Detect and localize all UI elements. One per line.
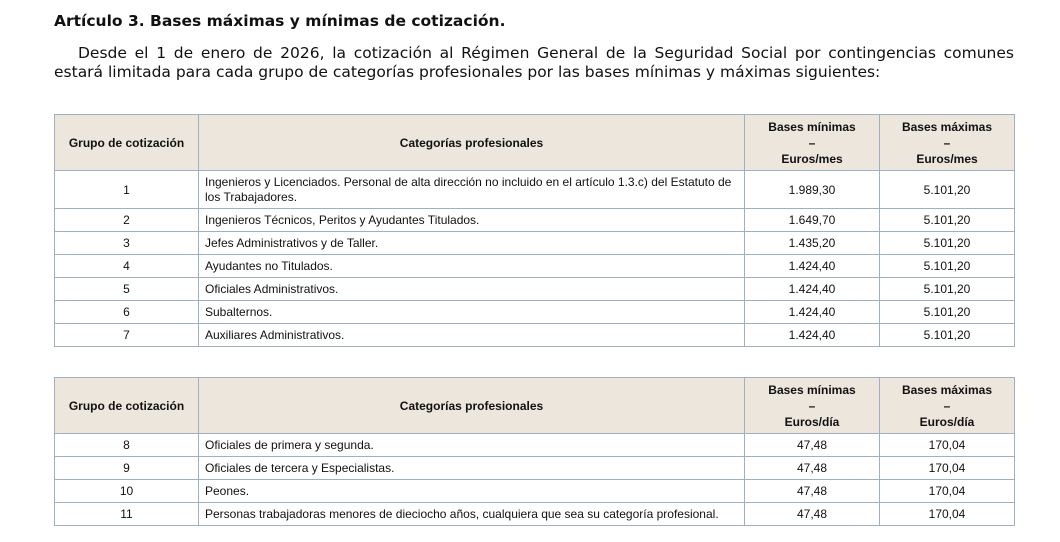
- group-cell: 11: [55, 503, 199, 526]
- table-row: [55, 457, 1015, 480]
- min-base-cell: 1.649,70: [745, 209, 880, 232]
- category-cell: Subalternos.: [199, 301, 745, 324]
- group-cell: 6: [55, 301, 199, 324]
- header-min-base: [745, 115, 880, 171]
- header-max-base: [880, 115, 1015, 171]
- header-group: Grupo de cotización: [55, 378, 199, 434]
- table-row: [55, 324, 1015, 347]
- article-paragraph: Desde el 1 de enero de 2026, la cotización al Régimen General de la Seguridad Social por contingencias comunes estará limitada para cada grupo de categorías profesionales por las bases mínimas y máximas siguientes:: [54, 44, 1014, 81]
- max-base-cell: 5.101,20: [880, 301, 1015, 324]
- max-base-cell: 170,04: [880, 503, 1015, 526]
- table-row: [55, 503, 1015, 526]
- header-min-dash: –: [808, 398, 816, 413]
- group-cell: 7: [55, 324, 199, 347]
- header-min-title: Bases mínimas: [768, 382, 856, 397]
- min-base-cell: 1.424,40: [745, 255, 880, 278]
- header-max-title: Bases máximas: [901, 382, 993, 397]
- monthly-bases-table: [54, 114, 1015, 347]
- table-row: [55, 301, 1015, 324]
- max-base-cell: 5.101,20: [880, 278, 1015, 301]
- table-row: [55, 480, 1015, 503]
- table-row: [55, 278, 1015, 301]
- category-cell: Auxiliares Administrativos.: [199, 324, 745, 347]
- group-cell: 8: [55, 434, 199, 457]
- category-cell: Ingenieros y Licenciados. Personal de alta dirección no incluido en el artículo 1.3.c) del Estatuto de los Trabajadores.: [199, 171, 745, 209]
- max-base-cell: 5.101,20: [880, 324, 1015, 347]
- header-max-unit: Euros/mes: [916, 151, 978, 166]
- table-row: [55, 209, 1015, 232]
- category-cell: Peones.: [199, 480, 745, 503]
- min-base-cell: 1.435,20: [745, 232, 880, 255]
- header-min-unit: Euros/mes: [781, 151, 843, 166]
- max-base-cell: 5.101,20: [880, 232, 1015, 255]
- header-min-unit: Euros/día: [784, 414, 840, 429]
- min-base-cell: 47,48: [745, 457, 880, 480]
- article-title: Artículo 3. Bases máximas y mínimas de cotización.: [54, 12, 506, 30]
- header-categories: Categorías profesionales: [199, 115, 745, 171]
- header-max-dash: –: [943, 398, 951, 413]
- category-cell: Personas trabajadoras menores de dieciocho años, cualquiera que sea su categoría profesional.: [199, 503, 745, 526]
- group-cell: 3: [55, 232, 199, 255]
- max-base-cell: 170,04: [880, 480, 1015, 503]
- group-cell: 1: [55, 171, 199, 209]
- header-max-title: Bases máximas: [901, 119, 993, 134]
- max-base-cell: 5.101,20: [880, 209, 1015, 232]
- category-cell: Oficiales de primera y segunda.: [199, 434, 745, 457]
- min-base-cell: 1.424,40: [745, 301, 880, 324]
- table-row: [55, 232, 1015, 255]
- min-base-cell: 1.424,40: [745, 324, 880, 347]
- max-base-cell: 5.101,20: [880, 255, 1015, 278]
- category-cell: Ayudantes no Titulados.: [199, 255, 745, 278]
- min-base-cell: 1.424,40: [745, 278, 880, 301]
- header-categories: Categorías profesionales: [199, 378, 745, 434]
- min-base-cell: 47,48: [745, 434, 880, 457]
- category-cell: Jefes Administrativos y de Taller.: [199, 232, 745, 255]
- daily-bases-table: [54, 377, 1015, 526]
- max-base-cell: 170,04: [880, 434, 1015, 457]
- header-min-base: [745, 378, 880, 434]
- max-base-cell: 170,04: [880, 457, 1015, 480]
- table-header-row: [55, 115, 1015, 171]
- header-max-base: [880, 378, 1015, 434]
- min-base-cell: 47,48: [745, 503, 880, 526]
- header-min-title: Bases mínimas: [768, 119, 856, 134]
- header-min-dash: –: [808, 135, 816, 150]
- group-cell: 2: [55, 209, 199, 232]
- min-base-cell: 1.989,30: [745, 171, 880, 209]
- category-cell: Oficiales de tercera y Especialistas.: [199, 457, 745, 480]
- header-max-dash: –: [943, 135, 951, 150]
- header-group: Grupo de cotización: [55, 115, 199, 171]
- group-cell: 9: [55, 457, 199, 480]
- category-cell: Oficiales Administrativos.: [199, 278, 745, 301]
- table-header-row: [55, 378, 1015, 434]
- table-row: [55, 255, 1015, 278]
- group-cell: 10: [55, 480, 199, 503]
- table-row: [55, 434, 1015, 457]
- group-cell: 5: [55, 278, 199, 301]
- min-base-cell: 47,48: [745, 480, 880, 503]
- group-cell: 4: [55, 255, 199, 278]
- header-max-unit: Euros/día: [919, 414, 975, 429]
- max-base-cell: 5.101,20: [880, 171, 1015, 209]
- category-cell: Ingenieros Técnicos, Peritos y Ayudantes Titulados.: [199, 209, 745, 232]
- table-row: [55, 171, 1015, 209]
